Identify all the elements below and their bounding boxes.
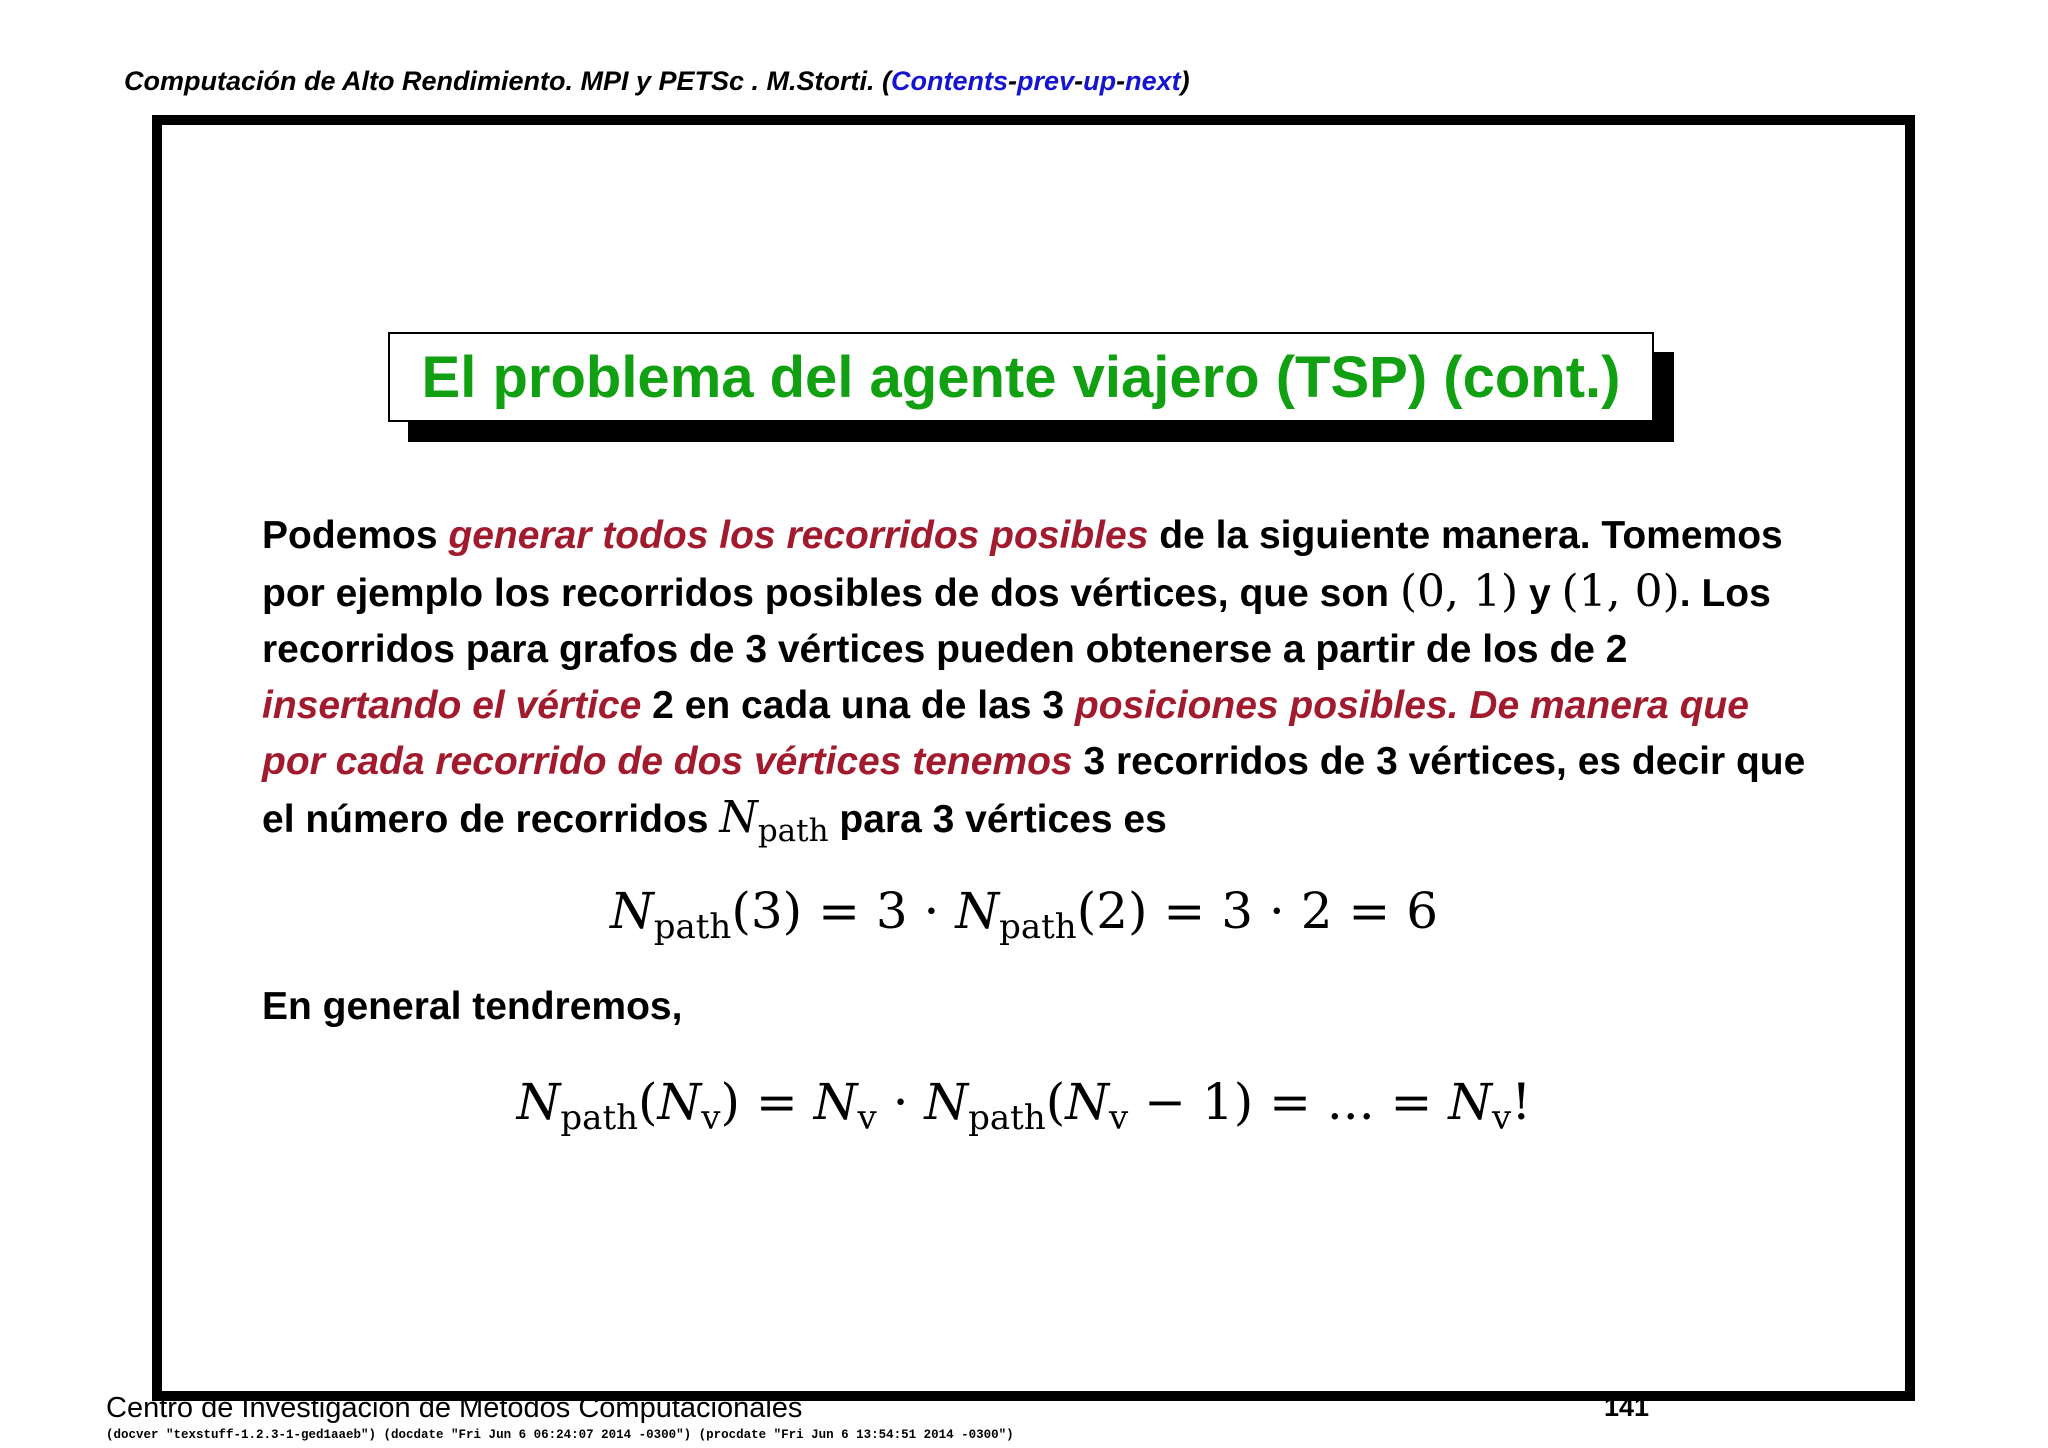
header-separator: - [1008,66,1018,96]
math-expr: (3) = 3 · [731,882,956,940]
math-subscript: path [560,1098,639,1138]
page-number: 141 [1604,1392,1650,1422]
footer-institution: Centro de Investigación de Métodos Computacionales [106,1392,803,1424]
title-box [388,332,1654,422]
math-subscript: v [857,1098,877,1138]
text-run: . Los recorridos para grafos de 3 vértices pueden obtenerse a partir de los de 2 [262,572,1771,671]
math-expr: ! [1511,1073,1532,1131]
equation-npath-3 [0,882,2048,947]
math-tuple-1-0: (1, 0) [1561,566,1680,617]
slide-title: El problema del agente viajero (TSP) (cont.) [421,344,1621,410]
math-subscript: path [968,1098,1046,1138]
math-tuple-0-1: (0, 1) [1399,566,1519,617]
footer-version-info: (docver "texstuff-1.2.3-1-ged1aaeb") (docdate "Fri Jun 6 06:24:07 2014 -0300") (procdate "Fri Jun 6 13:54:51 2014 -0300") [106,1428,1014,1442]
math-subscript: v [1109,1098,1129,1138]
emphasis-insertando: insertando el vértice [262,684,642,727]
header-separator: - [1116,66,1126,96]
up-link[interactable]: up [1083,66,1117,96]
math-var: N [516,1073,561,1131]
math-subscript: path [757,813,829,849]
math-expr: − 1) = ... = [1128,1073,1449,1131]
emphasis-posiciones: posiciones posibles. De manera que por cada recorrido de dos vértices tenemos [262,684,1749,783]
math-expr: ) = [720,1073,814,1131]
math-subscript: path [653,907,732,947]
math-var: N [1065,1073,1109,1131]
math-var: N [813,1073,858,1131]
math-var: N [955,882,1000,940]
prev-link[interactable]: prev [1017,66,1075,96]
text-run: para 3 vértices es [828,798,1167,841]
math-subscript: v [1492,1098,1512,1138]
header-close-paren: ) [1180,66,1190,96]
math-var: N [719,792,758,843]
emphasis-generar: generar todos los recorridos posibles [448,514,1149,557]
math-expr: · [876,1073,925,1131]
running-header [124,66,1190,97]
next-link[interactable]: next [1125,66,1181,96]
equation-npath-general [0,1073,2048,1138]
math-npath [719,792,829,849]
math-expr: (2) = 3 · 2 = 6 [1076,882,1439,940]
text-run: Podemos [262,514,449,557]
math-subscript: path [999,907,1077,947]
math-var: N [924,1073,969,1131]
text-run: 3 recorridos de 3 vértices, es decir que el número de recorridos [262,740,1806,841]
text-run: y [1518,572,1562,615]
header-text: Computación de Alto Rendimiento. MPI y PETSc . M.Storti. ( [124,66,892,96]
math-expr: ( [1045,1073,1066,1131]
text-run: 2 en cada una de las 3 [641,684,1075,727]
contents-link[interactable]: Contents [891,66,1009,96]
math-var: N [1448,1073,1493,1131]
math-var: N [657,1073,702,1131]
text-run: de la siguiente manera. Tomemos por ejemplo los recorridos posibles de dos vértices, que son [262,514,1783,615]
math-expr: ( [638,1073,658,1131]
header-separator: - [1074,66,1084,96]
body-paragraph [262,508,1822,848]
slide-title-box [388,332,1654,422]
math-var: N [609,882,654,940]
general-text: En general tendremos, [262,985,683,1028]
math-subscript: v [701,1098,721,1138]
